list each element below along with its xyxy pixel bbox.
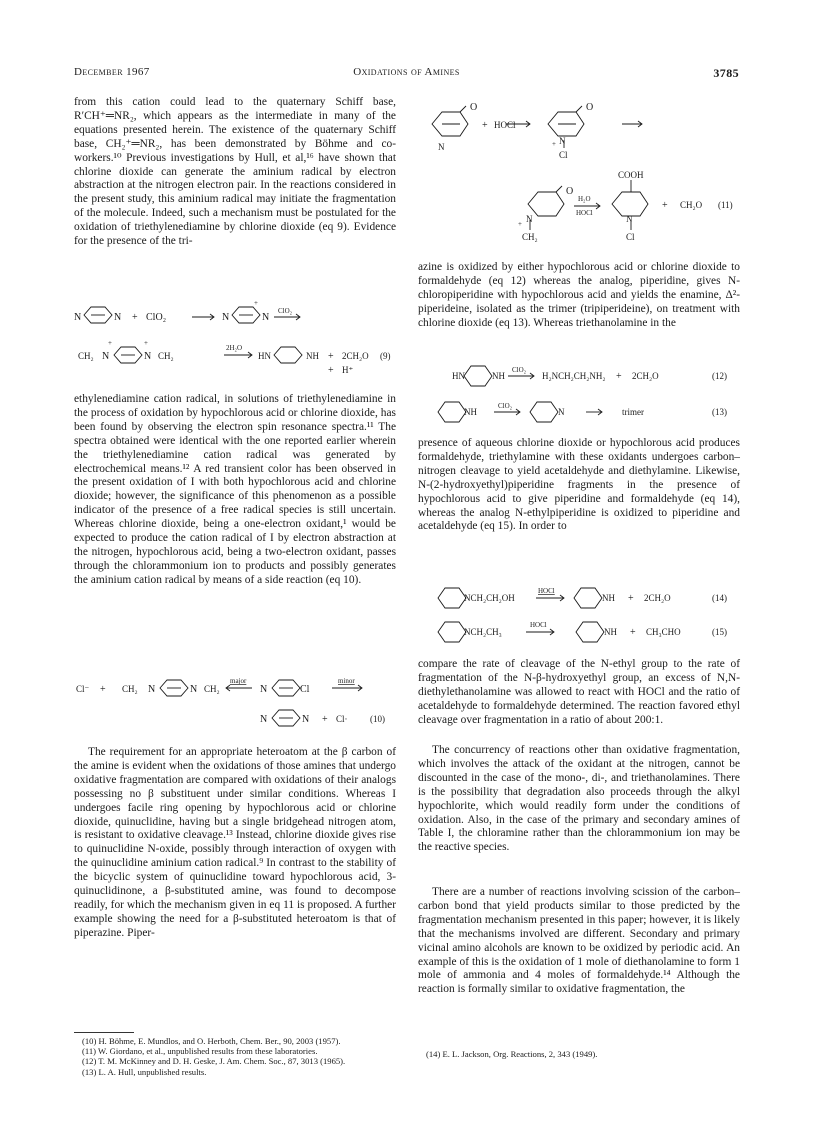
eq12-nh: NH [492, 371, 505, 381]
eq10-minor-label: minor [338, 677, 355, 685]
eq10-plus-2: + [322, 714, 328, 725]
eq9-n-cation-left: N [222, 312, 230, 323]
equation-10-drawing [74, 666, 396, 734]
left-paragraph-3 [74, 746, 396, 1024]
eq11-hocl-under: HOCl [576, 209, 593, 217]
eq11-oxygen-2: O [586, 102, 594, 113]
eq14-2ch2o: 2CH₂O [644, 593, 671, 603]
eq13-nh: NH [464, 407, 477, 417]
footnote-11: (11) W. Giordano, et al., unpublished results from these laboratories. [82, 1046, 318, 1057]
equations-12-13-drawing [418, 356, 740, 426]
eq14-number: (14) [712, 593, 727, 603]
eq11-n-1: N [438, 142, 445, 152]
left-paragraph-2 [74, 393, 396, 659]
left-text-3: The requirement for an appropriate heteroatom at the β carbon of the amine is evident when the oxidations of those amines that undergo oxidative fragmentation are compared with oxidations of their analogs possessing no β substituent under similar conditions. Whereas I undergoes facile ring opening by hypochlorous acid or chlorine dioxide, quinuclidine, having but a single bridgehead nitrogen atom, is resistant to oxidative cleavage.¹³ Instead, chlorine dioxide gives rise to quinuclidine N-oxide, possibly through interaction of oxygen with the quinuclidine aminium cation radical.⁹ In contrast to the stability of the bicyclic system of quinuclidine toward hypochlorous acid, 3-quinuclidinone, a β-substituted amine, was found to decompose readily, for which the mechanism given in eq 11 is proposed. A further example showing the need for a β-substituted heteroatom is that of piperazine. Piper- [74, 746, 396, 939]
right-paragraph-3 [418, 658, 740, 742]
equations-14-15-drawing [418, 580, 740, 656]
footnote-13: (13) L. A. Hull, unpublished results. [82, 1066, 207, 1077]
eq11-n-3: N [526, 214, 533, 224]
footnotes-right [418, 1049, 740, 1059]
eq9-h-plus: H⁺ [342, 365, 354, 375]
eq14-hocl: HOCl [538, 587, 555, 595]
eq10-n-radical-right: N [302, 714, 310, 725]
eq11-ch2o: CH₂O [680, 200, 703, 210]
eq15-nh: NH [604, 627, 617, 637]
eq11-ch2: CH₂ [522, 232, 538, 242]
running-header-date: December 1967 [74, 66, 150, 78]
eq9-plus-b: + [144, 339, 148, 347]
eq9-cation-plus: + [254, 299, 258, 307]
eq14-plus: + [628, 593, 634, 604]
eq9-n-iminium-right: N [144, 351, 152, 362]
eq10-n-left: N [148, 684, 156, 695]
eq11-hocl: HOCl [494, 120, 516, 130]
eq11-cl-1: Cl [559, 150, 568, 160]
eq11-plus-n2: + [518, 220, 522, 228]
eq10-n-chloro-left: N [260, 684, 268, 695]
eq9-n-iminium-left: N [102, 351, 110, 362]
eq15-substituent: NCH₂CH₃ [464, 627, 502, 637]
right-paragraph-5 [418, 886, 740, 1026]
eq12-diamine: H₂NCH₂CH₂NH₂ [542, 371, 606, 381]
right-text-3: compare the rate of cleavage of the N-ethyl group to the rate of fragmentation of the N-β-hydroxyethyl group, an excess of N,N-diethylethanolamine was allowed to react with HOCl and the ratio of acetaldehyde to formaldehyde determined. The reaction favored ethyl cleavage over fragmentation in a ratio of about 200:1. [418, 658, 740, 726]
eq9-hn: HN [258, 351, 271, 361]
right-paragraph-4 [418, 744, 740, 886]
eq12-plus: + [616, 371, 622, 382]
eq12-number: (12) [712, 371, 727, 381]
right-text-5: There are a number of reactions involving scission of the carbon–carbon bond that yield products similar to those predicted by the fragmentation mechanism presented in this paper; however, it is likely that the mechanisms involved are different. Secondary and primary vicinal amino alcohols are known to be oxidized by periodic acid. An example of this is the oxidation of 1 mole of diethanolamine to form 1 mole of ammonia and 4 moles of formaldehyde.¹⁴ Although the reaction is formally similar to oxidative fragmentation, the [418, 886, 740, 996]
eq13-number: (13) [712, 407, 727, 417]
eq10-ncl: Cl [300, 684, 310, 695]
equation-11-drawing [418, 94, 740, 254]
equations-12-13 [418, 356, 740, 426]
eq14-nh: NH [602, 593, 615, 603]
eq11-cl-2: Cl [626, 232, 635, 242]
eq11-plus-1: + [482, 120, 488, 131]
footnotes-left [74, 1036, 396, 1077]
eq11-h2o: H₂O [578, 195, 591, 203]
eq10-ch2-right: CH₂ [204, 684, 220, 694]
eq12-clo2: ClO₂ [512, 366, 527, 374]
eq9-clo2-over-arrow: ClO₂ [278, 307, 293, 315]
eq9-nh: NH [306, 351, 319, 361]
eq9-ch2-right: CH₂ [158, 351, 174, 361]
eq9-n-right: N [114, 312, 122, 323]
eq11-oxygen-1: O [470, 102, 478, 113]
eq14-substituent: NCH₂CH₂OH [464, 593, 515, 603]
eq9-plus-3: + [328, 365, 334, 376]
eq10-n-radical-left: N [260, 714, 268, 725]
right-text-1: azine is oxidized by either hypochlorous acid or chlorine dioxide to formaldehyde (eq 12) whereas the analog, piperidine, gives N-chloropiperidine with hypochlorous acid and yields the enamine, Δ²-piperideine, isolated as the trimer (tripiperideine), on treatment with chlorine dioxide (eq 13). Whereas triethanolamine in the [418, 261, 740, 329]
eq9-2ch2o: 2CH₂O [342, 351, 369, 361]
footnote-10: (10) H. Böhme, E. Mundlos, and O. Herboth, Chem. Ber., 90, 2003 (1957). [82, 1036, 341, 1046]
equation-10 [74, 666, 396, 734]
eq13-trimer: trimer [622, 407, 644, 417]
eq11-cooh: COOH [618, 170, 644, 180]
eq12-hn: HN [452, 371, 465, 381]
eq15-plus: + [630, 627, 636, 638]
eq11-n-2: N [559, 136, 566, 146]
eq12-2ch2o: 2CH₂O [632, 371, 659, 381]
eq10-ch2-left: CH₂ [122, 684, 138, 694]
eq10-n-right: N [190, 684, 198, 695]
right-text-2: presence of aqueous chlorine dioxide or hypochlorous acid produces formaldehyde, triethylamine with these oxidants undergoes carbon–nitrogen cleavage to yield acetaldehyde and diethylamine. Likewise, N-(2-hydroxyethyl)piperidine fragments in the presence of hypochlorous acid to give piperidine and formaldehyde (eq 14), whereas the analog N-ethylpiperidine is oxidized to piperidine and acetaldehyde (eq 15). In order to [418, 437, 740, 533]
eq10-plus-1: + [100, 684, 106, 695]
equation-11 [418, 94, 740, 254]
left-paragraph-1 [74, 96, 396, 282]
eq9-plus-1: + [132, 312, 138, 323]
eq9-ch2-left: CH₂ [78, 351, 94, 361]
eq15-hocl: HOCl [530, 621, 547, 629]
eq11-n-4: N [626, 214, 633, 224]
eq13-n: N [558, 407, 565, 417]
eq11-plus-2: + [662, 200, 668, 211]
right-paragraph-1 [418, 261, 740, 345]
eq9-number: (9) [380, 351, 391, 361]
footnote-14: (14) E. L. Jackson, Org. Reactions, 2, 343 (1949). [426, 1049, 598, 1059]
eq15-ch3cho: CH₃CHO [646, 627, 681, 637]
eq10-number: (10) [370, 714, 385, 724]
eq13-clo2: ClO₂ [498, 402, 513, 410]
page-number: 3785 [713, 66, 739, 80]
eq9-n-left: N [74, 312, 82, 323]
footnote-rule-left [74, 1032, 134, 1033]
eq9-clo2: ClO₂ [146, 312, 167, 323]
right-paragraph-2 [418, 437, 740, 565]
footnote-12: (12) T. M. McKinney and D. H. Geske, J. Am. Chem. Soc., 87, 3013 (1965). [82, 1056, 346, 1067]
eq9-plus-2: + [328, 351, 334, 362]
left-text-2: ethylenediamine cation radical, in solutions of triethylenediamine in the process of oxidation by hypochlorous acid or chlorine dioxide, has been found by observing the electron spin resonance spectra.¹¹ The spectra obtained were identical with the one reported earlier wherein the triethylenediamine cation radical was generated by electrochemical means.¹² A red transient color has been observed in the present oxidation of I with both hypochlorous acid and chlorine dioxide; however, the significance of this phenomenon as a possible indicator of the presence of a free radical species is still uncertain. Whereas chlorine dioxide, being a one-electron oxidant,¹ would be expected to produce the cation radical of I by electron abstraction at the nitrogen, hypochlorous acid, being a two-electron oxidant, passes through the chlorammonium ion to products and possibly generates the aminium cation radical by means of a side reaction (eq 10). [74, 393, 396, 586]
equation-9 [74, 293, 396, 383]
equations-14-15 [418, 580, 740, 656]
left-text-1: from this cation could lead to the quaternary Schiff base, R′CH⁺═NR₂, which appears as the intermediate in many of the equations presented herein. The existence of the quaternary Schiff base, CH₂⁺═NR₂, has been demonstrated by Böhme and co-workers.¹⁰ Previous investigations by Hull, et al,¹⁶ have shown that chlorine dioxide can generate the aminium radical by electron abstraction at the nitrogen electron pair. In the reactions considered in the present study, this aminium radical may initiate the fragmentation of the molecule. Indeed, such a mechanism must be postulated for the oxidation of triethylenediamine by chlorine dioxide (eq 9). Evidence for the presence of the tri- [74, 96, 396, 248]
eq10-major-label: major [230, 677, 247, 685]
running-header-title: Oxidations of Amines [353, 66, 460, 78]
eq15-number: (15) [712, 627, 727, 637]
eq9-plus-a: + [108, 339, 112, 347]
equation-9-drawing [74, 293, 396, 383]
eq9-n-cation-right: N [262, 312, 270, 323]
eq11-oxygen-3: O [566, 186, 574, 197]
right-text-4: The concurrency of reactions other than oxidative fragmentation, which involves the attack of the oxidant at the nitrogen, cannot be discounted in the case of the mono-, di-, and triethanolamines. There is the possibility that degradation also proceeds through the alkyl hypochlorite, which would readily form under the conditions of oxidation. Also, in the case of the primary and secondary amines of Table I, the chloramine rather than the chlorammonium ion may be the reactive species. [418, 744, 740, 854]
eq9-2h2o-over-arrow: 2H₂O [226, 344, 243, 352]
eq10-cl-minus: Cl⁻ [76, 684, 90, 694]
eq10-cl-radical: Cl· [336, 714, 348, 724]
eq11-plus-n: + [552, 140, 556, 148]
eq11-number: (11) [718, 200, 733, 210]
